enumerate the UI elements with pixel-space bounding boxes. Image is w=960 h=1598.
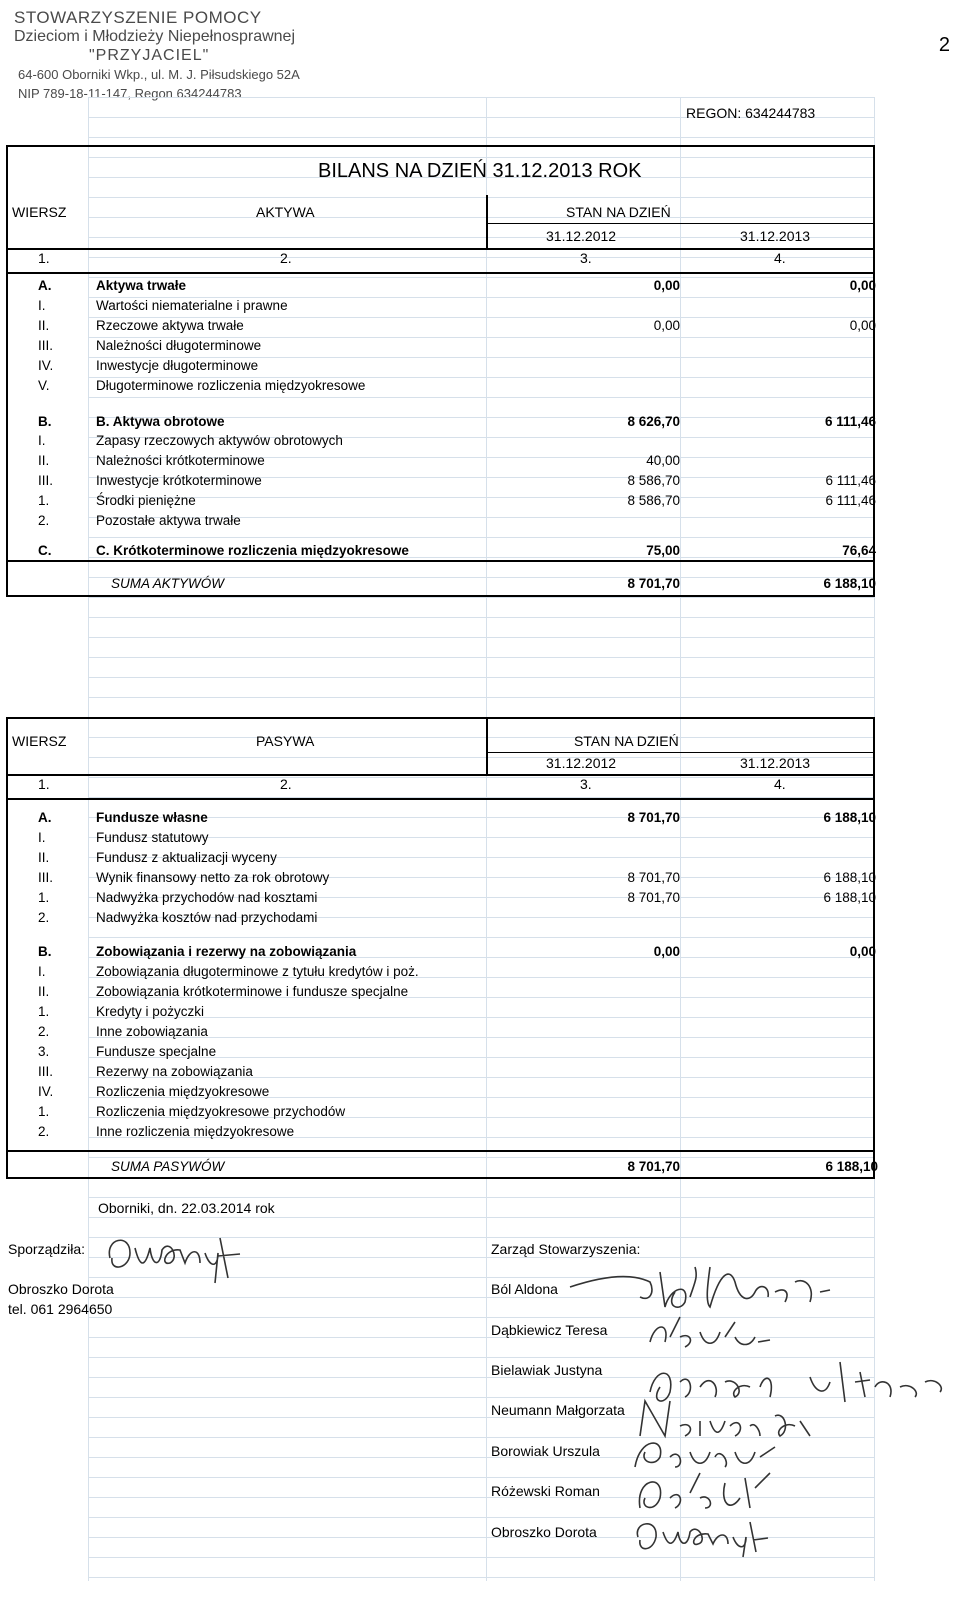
row-label: Fundusze specjalne [96, 1044, 217, 1059]
board-member-name: Obroszko Dorota [491, 1524, 597, 1540]
gridline [88, 617, 874, 638]
row-value-2013: 0,00 [849, 278, 876, 293]
row-label: Długoterminowe rozliczenia międzyokresowe [96, 378, 366, 393]
table-row [8, 962, 874, 982]
row-value-2012: 0,00 [653, 944, 680, 959]
row-code: 2. [38, 1124, 50, 1139]
row-label: Rozliczenia międzyokresowe [96, 1084, 270, 1099]
table-row [8, 1102, 874, 1122]
column-header-date: 31.12.2012 [546, 755, 617, 771]
table-row [8, 1082, 874, 1102]
row-label: Inwestycje krótkoterminowe [96, 473, 262, 488]
row-code: I. [38, 964, 46, 979]
row-label: Inwestycje długoterminowe [96, 358, 259, 373]
row-value-2012: 8 701,70 [627, 810, 680, 825]
column-header-date: 31.12.2013 [740, 228, 811, 244]
table-row [8, 888, 874, 908]
board-signature [640, 1312, 780, 1352]
table-row [8, 471, 874, 491]
row-label: Zobowiązania krótkoterminowe i fundusze specjalne [96, 984, 409, 999]
sum-value-2012: 8 701,70 [627, 1159, 680, 1174]
row-label: Kredyty i pożyczki [96, 1004, 205, 1019]
header-divider [486, 195, 488, 249]
row-code: 2. [38, 1024, 50, 1039]
gridline [88, 1577, 874, 1598]
row-code: III. [38, 870, 54, 885]
row-value-2013: 6 188,10 [823, 870, 876, 885]
gridline [88, 1177, 874, 1198]
row-code: 1. [38, 1104, 50, 1119]
row-code: 1. [38, 1004, 50, 1019]
sum-label: SUMA PASYWÓW [111, 1159, 225, 1174]
board-label: Zarząd Stowarzyszenia: [491, 1241, 641, 1257]
sum-value-2013: 6 188,10 [825, 1159, 878, 1174]
sum-value-2013: 6 188,10 [823, 576, 876, 591]
row-value-2013: 6 111,46 [825, 493, 876, 508]
row-label: Rzeczowe aktywa trwałe [96, 318, 244, 333]
row-code: 2. [38, 910, 50, 925]
row-code: IV. [38, 358, 54, 373]
board-signature [630, 1468, 780, 1513]
row-label: Nadwyżka kosztów nad przychodami [96, 910, 318, 925]
row-label: Fundusz statutowy [96, 830, 209, 845]
row-code: 1. [38, 890, 50, 905]
table-row [8, 491, 874, 511]
row-code: V. [38, 378, 50, 393]
sum-value-2012: 8 701,70 [627, 576, 680, 591]
row-label: Zobowiązania i rezerwy na zobowiązania [96, 944, 357, 959]
row-code: B. [38, 944, 52, 959]
table-row [8, 451, 874, 471]
column-header-assets: AKTYWA [256, 204, 315, 220]
row-label: Zapasy rzeczowych aktywów obrotowych [96, 433, 343, 448]
row-value-2013: 6 111,46 [824, 414, 876, 429]
table-row [8, 431, 874, 451]
row-code: III. [38, 1064, 54, 1079]
column-header-date: 31.12.2012 [546, 228, 617, 244]
column-number: 4. [774, 776, 786, 792]
preparer-signature [100, 1228, 250, 1288]
row-value-2012: 8 701,70 [627, 870, 680, 885]
row-code: 2. [38, 513, 50, 528]
sum-divider [6, 560, 875, 562]
table-row [8, 511, 874, 531]
row-label: Środki pieniężne [96, 493, 196, 508]
row-code: IV. [38, 1084, 54, 1099]
column-number: 2. [280, 250, 292, 266]
table-row [8, 336, 874, 356]
row-value-2012: 0,00 [653, 318, 680, 333]
table-row [8, 828, 874, 848]
preparer-phone: tel. 061 2964650 [8, 1301, 113, 1317]
row-value-2012: 8 626,70 [627, 414, 680, 429]
header-divider [486, 719, 488, 775]
row-value-2012: 8 586,70 [627, 473, 680, 488]
row-value-2013: 6 188,10 [823, 810, 876, 825]
row-label: Zobowiązania długoterminowe z tytułu kredytów i poż. [96, 964, 419, 979]
board-member-name: Ból Aldona [491, 1281, 558, 1297]
column-number: 2. [280, 776, 292, 792]
stamp-line: 64-600 Oborniki Wkp., ul. M. J. Piłsudskiego 52A [18, 67, 300, 82]
row-label: Inne zobowiązania [96, 1024, 208, 1039]
table-row [8, 1042, 874, 1062]
table-row [8, 1062, 874, 1082]
row-value-2012: 40,00 [646, 453, 680, 468]
row-value-2012: 75,00 [646, 543, 680, 558]
organization-stamp [14, 8, 299, 103]
table-row [8, 541, 874, 561]
stamp-line: NIP 789-18-11-147, Regon 634244783 [18, 86, 242, 101]
board-member-name: Dąbkiewicz Teresa [491, 1322, 608, 1338]
board-member-name: Neumann Małgorzata [491, 1402, 625, 1418]
row-value-2012: 0,00 [653, 278, 680, 293]
preparer-name: Obroszko Dorota [8, 1281, 114, 1297]
gridline [88, 637, 874, 658]
column-number: 3. [580, 250, 592, 266]
column-header-liabilities: PASYWA [256, 733, 315, 749]
prepared-by-label: Sporządziła: [8, 1241, 86, 1257]
row-value-2012: 8 701,70 [627, 890, 680, 905]
table-row [8, 908, 874, 928]
table-row [8, 868, 874, 888]
row-code: C. [38, 543, 52, 558]
table-row [8, 412, 874, 432]
table-row [8, 982, 874, 1002]
table-row [8, 276, 874, 296]
row-label: Wynik finansowy netto za rok obrotowy [96, 870, 330, 885]
board-member-name: Borowiak Urszula [491, 1443, 600, 1459]
row-label: Fundusze własne [96, 810, 208, 825]
row-code: I. [38, 298, 46, 313]
table-row [8, 1122, 874, 1142]
table-row [8, 1002, 874, 1022]
column-header-state: STAN NA DZIEŃ [566, 204, 671, 220]
board-signature [625, 1432, 785, 1472]
row-label: Należności krótkoterminowe [96, 453, 265, 468]
row-code: III. [38, 473, 54, 488]
row-value-2013: 6 188,10 [823, 890, 876, 905]
gridline [88, 597, 874, 618]
row-label: Aktywa trwałe [96, 278, 187, 293]
stamp-line: STOWARZYSZENIE POMOCY [14, 8, 262, 27]
header-divider [486, 752, 875, 753]
row-value-2012: 8 586,70 [627, 493, 680, 508]
row-value-2013: 76,64 [842, 543, 876, 558]
row-code: B. [38, 414, 52, 429]
liabilities-sum-row [8, 1157, 878, 1177]
sum-divider [6, 1150, 875, 1152]
header-divider [6, 798, 875, 800]
column-number: 1. [38, 250, 50, 266]
row-code: III. [38, 338, 54, 353]
page-number: 2 [938, 34, 950, 56]
row-label: Wartości niematerialne i prawne [96, 298, 288, 313]
header-divider [6, 774, 875, 776]
row-code: II. [38, 984, 50, 999]
row-code: 3. [38, 1044, 50, 1059]
table-row [8, 942, 874, 962]
gridline [88, 1557, 874, 1578]
column-number: 3. [580, 776, 592, 792]
table-row [8, 848, 874, 868]
row-value-2013: 0,00 [849, 318, 876, 333]
table-row [8, 356, 874, 376]
column-header-row: WIERSZ [12, 733, 67, 749]
stamp-line: "PRZYJACIEL" [89, 47, 210, 64]
row-code: A. [38, 278, 52, 293]
place-date: Oborniki, dn. 22.03.2014 rok [98, 1200, 275, 1216]
column-header-row: WIERSZ [12, 204, 67, 220]
board-member-name: Bielawiak Justyna [491, 1362, 603, 1378]
table-row [8, 808, 874, 828]
table-row [8, 296, 874, 316]
row-code: 1. [38, 493, 50, 508]
gridline [88, 677, 874, 698]
column-header-state: STAN NA DZIEŃ [574, 733, 679, 749]
row-code: II. [38, 453, 50, 468]
regon-number: REGON: 634244783 [686, 105, 816, 121]
sum-label: SUMA AKTYWÓW [111, 576, 224, 591]
row-label: Fundusz z aktualizacji wyceny [96, 850, 277, 865]
row-label: Inne rozliczenia międzyokresowe [96, 1124, 295, 1139]
row-code: II. [38, 318, 50, 333]
gridline [88, 657, 874, 678]
header-divider [6, 272, 875, 274]
row-value-2013: 6 111,46 [825, 473, 876, 488]
row-label: Rozliczenia międzyokresowe przychodów [96, 1104, 346, 1119]
row-label: C. Krótkoterminowe rozliczenia międzyokresowe [96, 543, 409, 558]
row-code: I. [38, 830, 46, 845]
column-number: 4. [774, 250, 786, 266]
board-signature [628, 1512, 778, 1557]
row-label: B. Aktywa obrotowe [96, 414, 225, 429]
table-row [8, 316, 874, 336]
row-value-2013: 0,00 [849, 944, 876, 959]
row-label: Nadwyżka przychodów nad kosztami [96, 890, 318, 905]
row-code: A. [38, 810, 52, 825]
row-label: Rezerwy na zobowiązania [96, 1064, 253, 1079]
row-code: I. [38, 433, 46, 448]
gridline [88, 697, 874, 718]
stamp-line: Dzieciom i Młodzieży Niepełnosprawnej [14, 28, 295, 45]
row-code: II. [38, 850, 50, 865]
page-title: BILANS NA DZIEŃ 31.12.2013 ROK [318, 160, 642, 182]
table-row [8, 1022, 874, 1042]
column-number: 1. [38, 776, 50, 792]
row-label: Należności długoterminowe [96, 338, 262, 353]
assets-sum-row [8, 574, 874, 594]
header-divider [6, 248, 875, 250]
column-header-date: 31.12.2013 [740, 755, 811, 771]
table-row [8, 376, 874, 396]
row-label: Pozostałe aktywa trwałe [96, 513, 241, 528]
header-divider [486, 223, 875, 224]
board-member-name: Różewski Roman [491, 1483, 600, 1499]
